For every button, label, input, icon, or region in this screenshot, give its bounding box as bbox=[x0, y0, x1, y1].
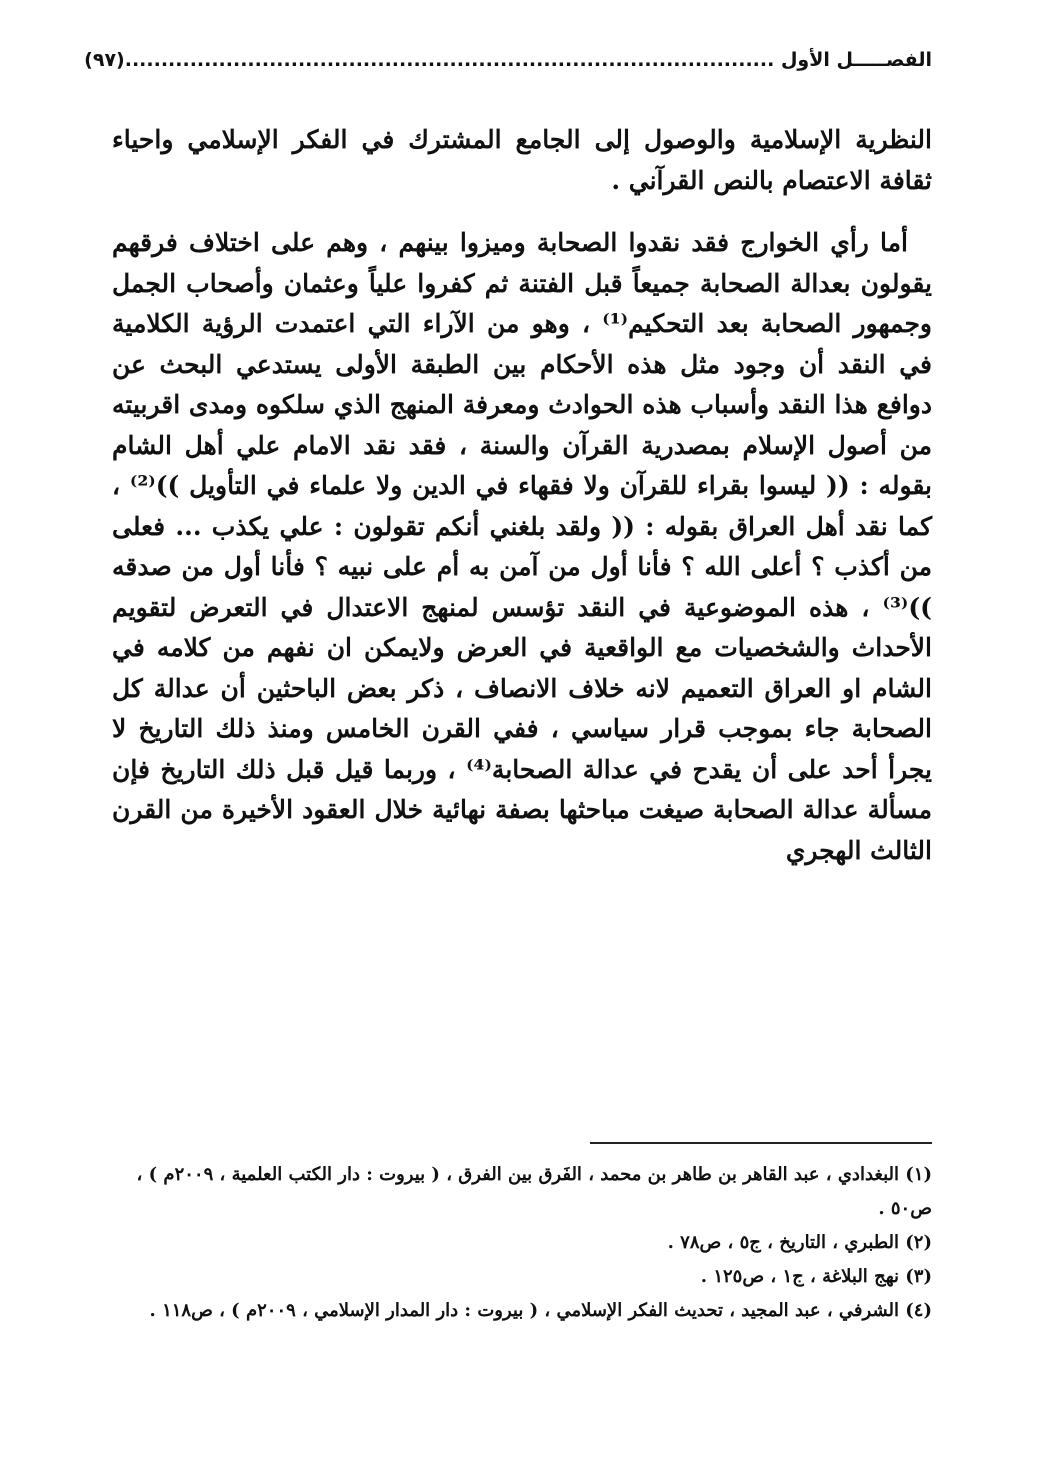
footnote-separator bbox=[590, 1142, 932, 1144]
main-text bbox=[112, 120, 932, 871]
paragraph-2: أما رأي الخوارج فقد نقدوا الصحابة وميزوا بينهم ، وهم على اختلاف فرقهم يقولون بعدالة الصحابة جميعاً قبل الفتنة ثم كفروا علياً وعثمان وأصحاب الجمل وجمهور الصحابة بعد التحكيم⁽¹⁾ ، وهو من الآراء التي اعتمدت الرؤية الكلامية في النقد أن وجود مثل هذه الأحكام بين الطبقة الأولى يستدعي البحث عن دوافع هذا النقد وأسباب هذه الحوادث ومعرفة المنهج الذي سلكوه ومدى اقربيته من أصول الإسلام بمصدرية القرآن والسنة ، فقد نقد الامام علي أهل الشام بقوله : (( ليسوا بقراء للقرآن ولا فقهاء في الدين ولا علماء في التأويل ))⁽²⁾ ، كما نقد أهل العراق بقوله : (( ولقد بلغني أنكم تقولون : علي يكذب ... فعلى من أكذب ؟ أعلى الله ؟ فأنا أول من آمن به أم على نبيه ؟ فأنا أول من صدقه ))⁽³⁾ ، هذه الموضوعية في النقد تؤسس لمنهج الاعتدال في التعرض لتقويم الأحداث والشخصيات مع الواقعية في العرض ولايمكن ان نفهم من كلامه في الشام او العراق التعميم لانه خلاف الانصاف ، ذكر بعض الباحثين أن عدالة كل الصحابة جاء بموجب قرار سياسي ، ففي القرن الخامس ومنذ ذلك التاريخ لا يجرأ أحد على أن يقدح في عدالة الصحابة⁽⁴⁾ ، وربما قيل قبل ذلك التاريخ فإن مسألة عدالة الصحابة صيغت مباحثها بصفة نهائية خلال العقود الأخيرة من القرن الثالث الهجري bbox=[112, 228, 933, 865]
chapter-page-number-header: الفصـــــل الأول ..........................................................................................(٩٧) bbox=[84, 49, 932, 71]
running-header bbox=[84, 42, 932, 78]
paragraph-1: النظرية الإسلامية والوصول إلى الجامع المشترك في الفكر الإسلامي واحياء ثقافة الاعتصام بالنص القرآني . bbox=[112, 125, 932, 195]
footnote-2: (٢) الطبري ، التاريخ ، ج٥ ، ص٧٨ . bbox=[667, 1232, 932, 1253]
footnote-3: (٣) نهج البلاغة ، ج١ ، ص١٢٥ . bbox=[700, 1266, 932, 1287]
footnote-1: (١) البغدادي ، عبد القاهر بن طاهر بن محمد ، الفَرق بين الفرق ، ( بيروت : دار الكتب العلمية ، ٢٠٠٩م ) ، ص٥٠ . bbox=[136, 1164, 932, 1219]
footnotes bbox=[112, 1158, 932, 1328]
footnote-4: (٤) الشرفي ، عبد المجيد ، تحديث الفكر الإسلامي ، ( بيروت : دار المدار الإسلامي ، ٢٠٠٩م ) ، ص١١٨ . bbox=[149, 1300, 932, 1321]
